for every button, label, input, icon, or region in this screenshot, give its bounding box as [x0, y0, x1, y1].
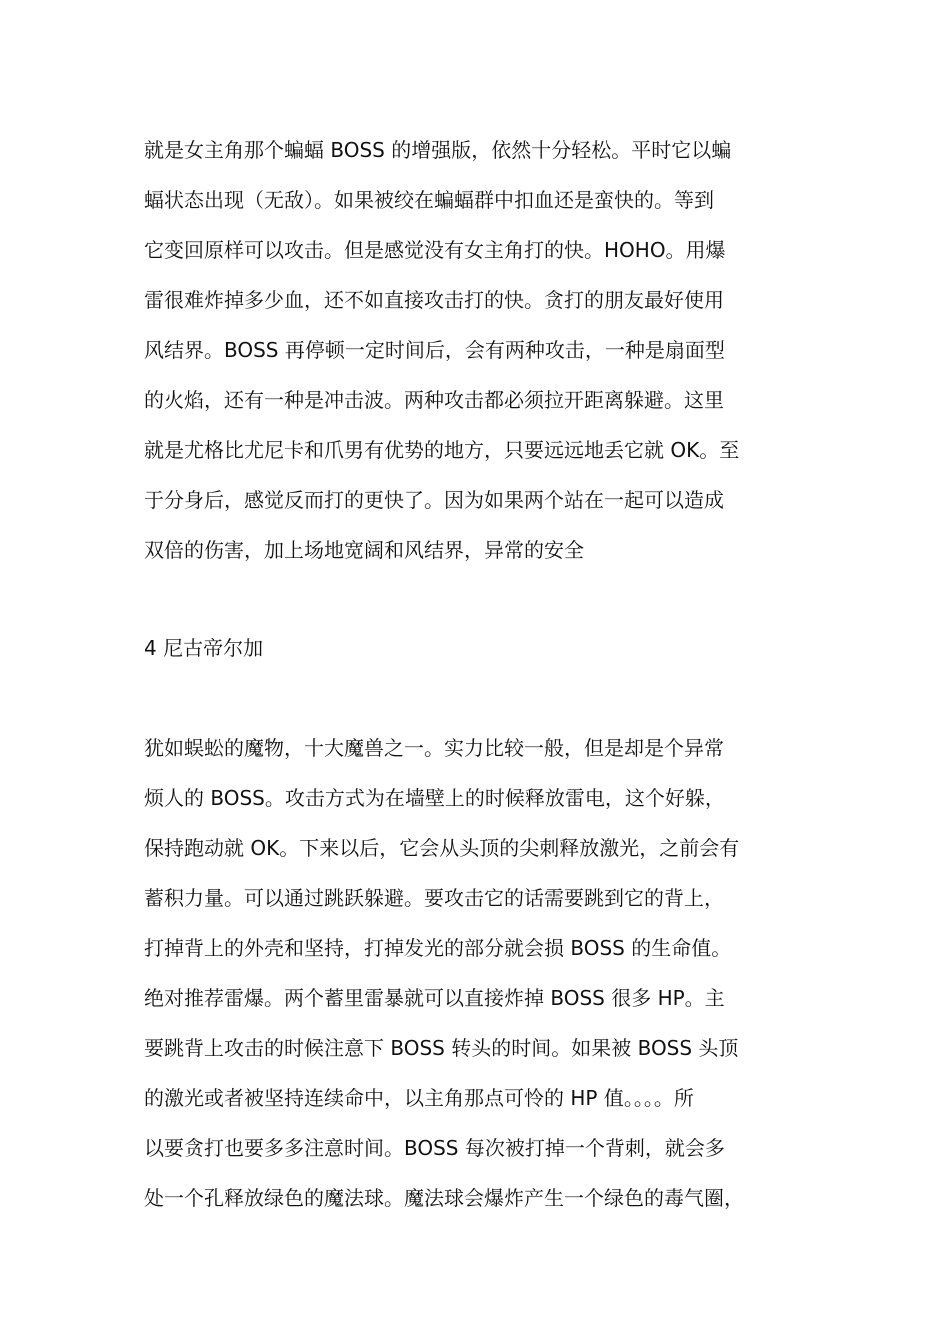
text-line: 它变回原样可以攻击。但是感觉没有女主角打的快。HOHO。用爆 — [144, 238, 726, 262]
text-line: 双倍的伤害，加上场地宽阔和风结界，异常的安全 — [144, 538, 584, 562]
text-line: 处一个孔释放绿色的魔法球。魔法球会爆炸产生一个绿色的毒气圈， — [144, 1186, 744, 1210]
text-line: 打掉背上的外壳和坚持，打掉发光的部分就会损 BOSS 的生命值。 — [144, 936, 732, 960]
text-line: 犹如蜈蚣的魔物，十大魔兽之一。实力比较一般，但是却是个异常 — [144, 736, 724, 760]
text-line: 以要贪打也要多多注意时间。BOSS 每次被打掉一个背刺，就会多 — [144, 1136, 725, 1160]
text-line: 就是女主角那个蝙蝠 BOSS 的增强版，依然十分轻松。平时它以蝙 — [144, 138, 732, 162]
text-line: 就是尤格比尤尼卡和爪男有优势的地方，只要远远地丢它就 OK。至 — [144, 438, 740, 462]
text-line: 烦人的 BOSS。攻击方式为在墙壁上的时候释放雷电，这个好躲， — [144, 786, 725, 810]
text-line: 要跳背上攻击的时候注意下 BOSS 转头的时间。如果被 BOSS 头顶 — [144, 1036, 739, 1060]
text-line: 蝠状态出现（无敌）。如果被绞在蝙蝠群中扣血还是蛮快的。等到 — [144, 188, 714, 212]
text-line: 雷很难炸掉多少血，还不如直接攻击打的快。贪打的朋友最好使用 — [144, 288, 724, 312]
text-line: 于分身后，感觉反而打的更快了。因为如果两个站在一起可以造成 — [144, 488, 724, 512]
section-heading: 4 尼古帝尔加 — [144, 636, 264, 660]
text-line: 保持跑动就 OK。下来以后，它会从头顶的尖刺释放激光，之前会有 — [144, 836, 740, 860]
text-line: 风结界。BOSS 再停顿一定时间后，会有两种攻击，一种是扇面型 — [144, 338, 725, 362]
text-line: 蓄积力量。可以通过跳跃躲避。要攻击它的话需要跳到它的背上， — [144, 886, 724, 910]
text-line: 的激光或者被坚持连续命中，以主角那点可怜的 HP 值。。。。所 — [144, 1086, 694, 1110]
text-line: 绝对推荐雷爆。两个蓄里雷暴就可以直接炸掉 BOSS 很多 HP。主 — [144, 986, 725, 1010]
text-line: 的火焰，还有一种是冲击波。两种攻击都必须拉开距离躲避。这里 — [144, 388, 724, 412]
